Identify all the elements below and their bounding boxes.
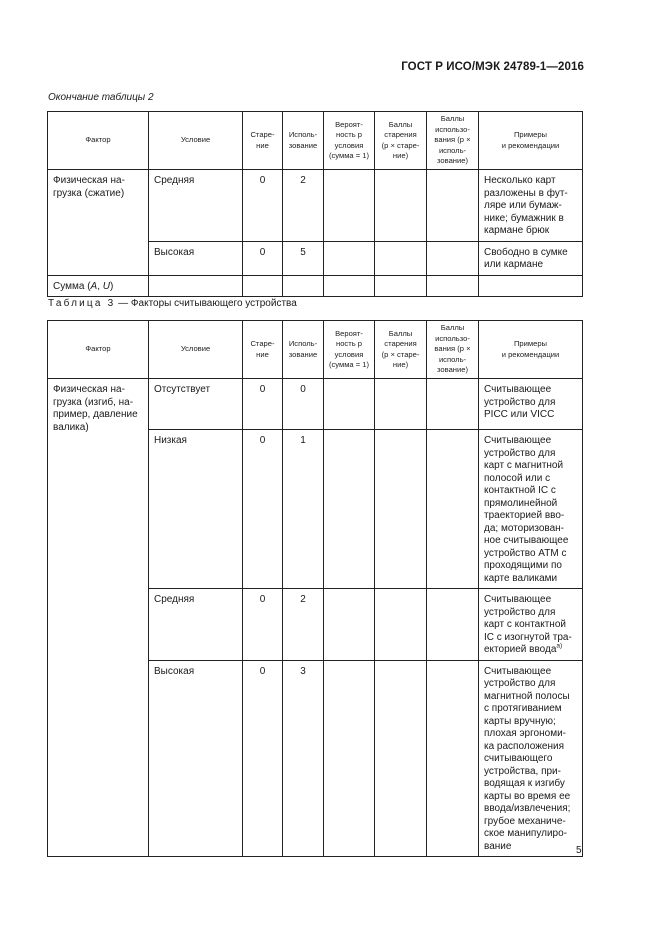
column-header-factor: Фактор <box>48 321 149 379</box>
usage-cell: 3 <box>283 660 324 857</box>
footnote-marker: a) <box>556 642 563 650</box>
condition-cell: Средняя <box>149 170 243 242</box>
table-header-row <box>48 112 583 170</box>
aging-score-cell <box>375 660 427 857</box>
aging-cell: 0 <box>243 241 283 275</box>
table-header-row <box>48 321 583 379</box>
probability-cell <box>324 379 375 430</box>
examples-cell: Свободно в сумке или кармане <box>479 241 583 275</box>
column-header-condition: Условие <box>149 321 243 379</box>
column-header-aging-score: Баллы старения (p × старе- ние) <box>375 112 427 170</box>
aging-cell: 0 <box>243 589 283 661</box>
usage-score-cell <box>427 660 479 857</box>
aging-score-cell <box>375 430 427 589</box>
column-header-examples: Примеры и рекомендации <box>479 321 583 379</box>
sum-label-cell: Сумма (A, U) <box>48 275 149 297</box>
aging-cell: 0 <box>243 660 283 857</box>
column-header-usage: Исполь- зование <box>283 112 324 170</box>
column-header-usage-score: Баллы использо- вания (p × исполь- зование) <box>427 321 479 379</box>
probability-cell <box>324 430 375 589</box>
probability-cell <box>324 660 375 857</box>
condition-cell: Средняя <box>149 589 243 661</box>
column-header-probability: Вероят- ность p условия (сумма = 1) <box>324 321 375 379</box>
reader-factors-table <box>47 320 583 857</box>
column-header-aging: Старе- ние <box>243 321 283 379</box>
probability-cell <box>324 589 375 661</box>
examples-cell: Несколько карт разложены в фут- ляре или бумаж- нике; бумажник в кармане брюк <box>479 170 583 242</box>
column-header-usage-score: Баллы использо- вания (p × исполь- зование) <box>427 112 479 170</box>
column-header-condition: Условие <box>149 112 243 170</box>
table2-caption: Таблица 3 — Факторы считывающего устройства <box>48 298 297 309</box>
examples-cell: Считывающее устройство для карт с магнитной полосой или с контактной IC с прямолинейной траекторией вво- да; моторизован- ное считывающее устройство ATM с проходящими по карте валиками <box>479 430 583 589</box>
condition-cell: Низкая <box>149 430 243 589</box>
usage-score-cell <box>427 430 479 589</box>
factor-cell: Физическая на- грузка (сжатие) <box>48 170 149 276</box>
usage-score-cell <box>427 170 479 242</box>
examples-cell: Считывающее устройство для PICC или VICC <box>479 379 583 430</box>
usage-cell: 1 <box>283 430 324 589</box>
factor-cell: Физическая на- грузка (изгиб, на- пример, давление валика) <box>48 379 149 857</box>
aging-cell: 0 <box>243 379 283 430</box>
page-number: 5 <box>576 845 582 856</box>
aging-cell: 0 <box>243 170 283 242</box>
examples-cell: Считывающее устройство для карт с контактной IC с изогнутой тра- екторией ввода$^{a)}$ <box>479 589 583 661</box>
aging-score-cell <box>375 170 427 242</box>
usage-cell: 2 <box>283 589 324 661</box>
table1-caption: Окончание таблицы 2 <box>48 92 154 103</box>
usage-score-cell <box>427 241 479 275</box>
document-header: ГОСТ Р ИСО/МЭК 24789-1—2016 <box>401 61 584 73</box>
column-header-examples: Примеры и рекомендации <box>479 112 583 170</box>
aging-factors-table-continued <box>47 111 583 297</box>
usage-score-cell <box>427 589 479 661</box>
aging-cell: 0 <box>243 430 283 589</box>
column-header-aging-score: Баллы старения (p × старе- ние) <box>375 321 427 379</box>
sum-row <box>48 275 583 297</box>
column-header-aging: Старе- ние <box>243 112 283 170</box>
condition-cell: Высокая <box>149 660 243 857</box>
aging-score-cell <box>375 241 427 275</box>
examples-cell: Считывающее устройство для магнитной полосы с протягиванием карты вручную; плохая эргономи- ка расположения считывающего устройства, при- водящая к изгибу карты во время ее ввода/извлечения; грубое механиче- ское манипулиро- вание <box>479 660 583 857</box>
probability-cell <box>324 241 375 275</box>
usage-cell: 0 <box>283 379 324 430</box>
aging-score-cell <box>375 589 427 661</box>
usage-score-cell <box>427 379 479 430</box>
column-header-usage: Исполь- зование <box>283 321 324 379</box>
condition-cell: Отсутствует <box>149 379 243 430</box>
usage-cell: 2 <box>283 170 324 242</box>
condition-cell: Высокая <box>149 241 243 275</box>
table-row <box>48 170 583 242</box>
column-header-factor: Фактор <box>48 112 149 170</box>
aging-score-cell <box>375 379 427 430</box>
probability-cell <box>324 170 375 242</box>
table-row <box>48 379 583 430</box>
column-header-probability: Вероят- ность p условия (сумма = 1) <box>324 112 375 170</box>
usage-cell: 5 <box>283 241 324 275</box>
